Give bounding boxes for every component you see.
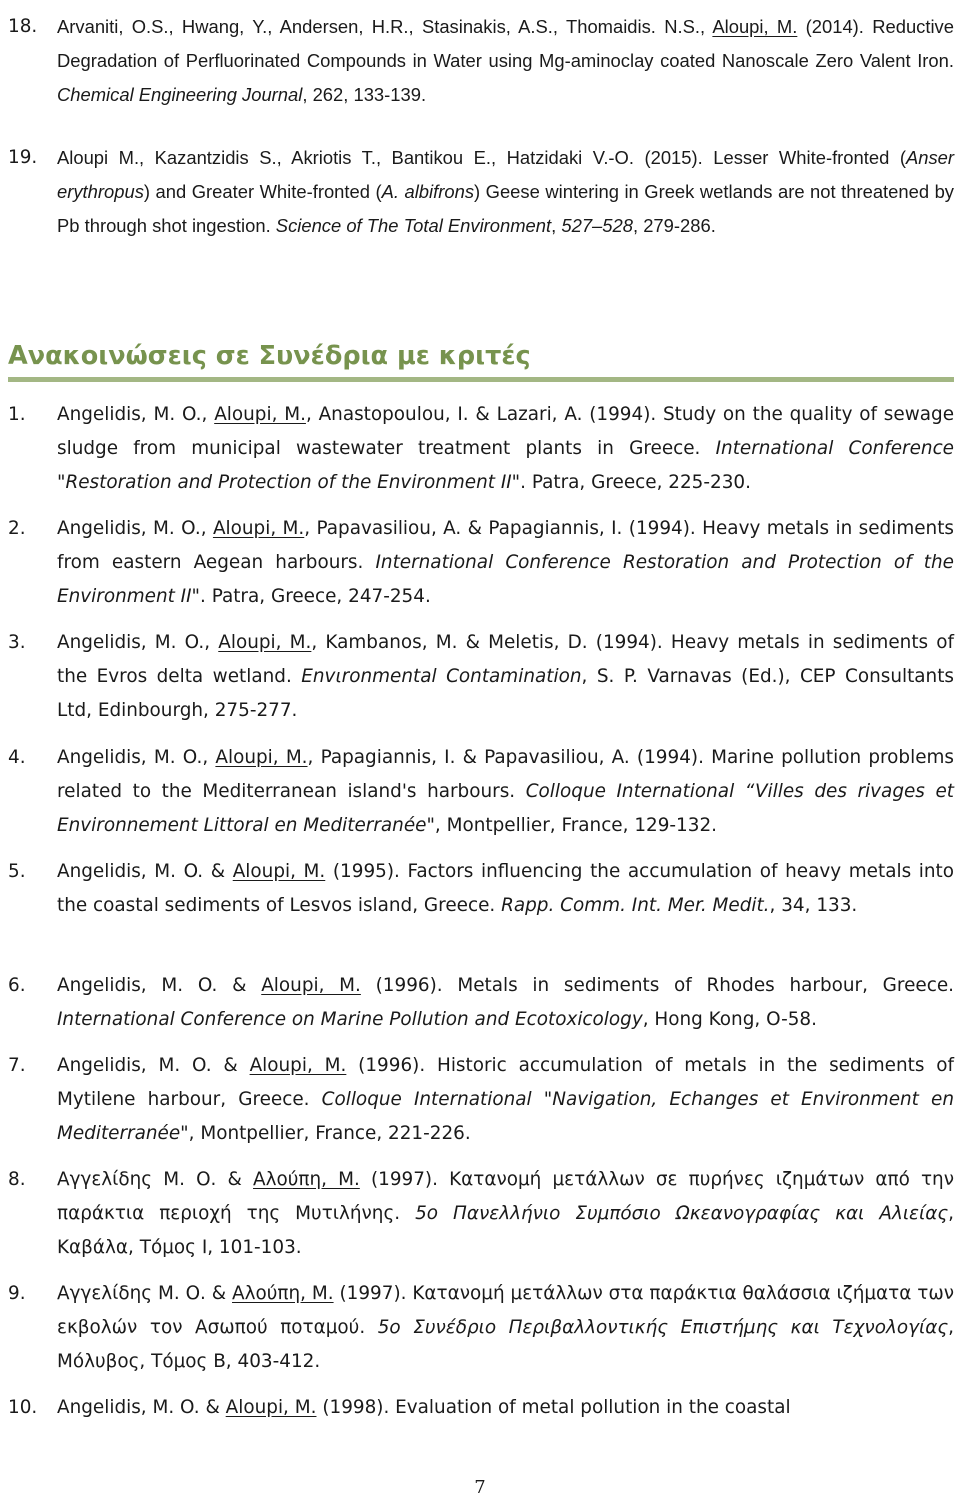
reference-text (57, 969, 954, 1037)
reference-number: 3. (8, 632, 26, 653)
reference-text-segment: Αγγελίδης Μ. Ο. & (57, 1169, 254, 1190)
reference-text-segment: , Papavasiliou, A. & Papagiannis, I. (1994). Heavy metals in sediments from eastern Aegean harbours. (57, 518, 955, 574)
reference-number: 4. (8, 747, 26, 768)
reference-text-segment: ", Montpellier, France, 221-226. (180, 1123, 471, 1145)
reference-entry-7 (0, 1049, 954, 1152)
reference-text-segment: Angelidis, M. O., (57, 404, 215, 425)
publication-title: Chemical Engineering Journal (57, 84, 303, 106)
reference-text-segment: Αγγελίδης Μ. Ο. & (57, 1283, 233, 1304)
section-heading: Ανακοινώσεις σε Συνέδρια με κριτές (8, 341, 531, 371)
publication-title: 5o Πανελλήνιο Συμπόσιο Ωκεανογραφίας και Αλιείας (415, 1203, 949, 1225)
reference-number: 18. (8, 16, 38, 37)
reference-text-segment: , 279-286. (632, 215, 716, 237)
publication-title: Colloque International "Navigation, Echanges et Environment en Mediterranée (57, 1089, 954, 1145)
reference-text (57, 1049, 954, 1152)
reference-entry-9 (0, 1277, 954, 1380)
reference-text (57, 626, 954, 729)
publication-title: Science of The Total Environment (275, 215, 552, 237)
reference-text-segment: , Kambanos, M. & Meletis, D. (1994). Heavy metals in sediments of the Evros delta wetland. (57, 632, 954, 688)
reference-number: 5. (8, 861, 26, 882)
reference-entry-10 (0, 1391, 954, 1425)
highlighted-author: Αλούπη, Μ. (232, 1283, 334, 1304)
highlighted-author: Aloupi, M. (249, 1055, 347, 1076)
reference-entry-4 (0, 741, 954, 844)
reference-number: 19. (8, 147, 38, 168)
reference-number: 6. (8, 975, 26, 996)
reference-number: 2. (8, 518, 26, 539)
reference-text-segment: , 34, 133. (769, 895, 858, 917)
reference-text-segment: , 262, 133-139. (302, 84, 427, 106)
reference-text (57, 10, 954, 113)
reference-text-segment: ", Montpellier, France, 129-132. (426, 815, 718, 837)
reference-text-segment: , Papagiannis, I. & Papavasiliou, A. (1994). Marine pollution problems related to the Mediterranean island's harbours. (57, 747, 955, 803)
reference-entry-8 (0, 1163, 954, 1266)
reference-text-segment: . Patra, Greece, 247-254. (200, 586, 431, 608)
publication-title: 527–528 (561, 215, 633, 237)
reference-text-segment: ) Geese wintering in Greek wetlands are not threatened by Pb through shot ingestion. (57, 181, 955, 237)
reference-text (57, 398, 954, 501)
highlighted-author: Aloupi, M. (218, 632, 312, 653)
reference-entry-18 (0, 10, 954, 113)
reference-text-segment: Angelidis, M. O., (57, 518, 213, 539)
reference-text-segment: (1998). Evaluation of metal pollution in the coastal (316, 1397, 791, 1418)
reference-text (57, 1391, 954, 1425)
publication-title: Anser erythropus (57, 147, 954, 203)
highlighted-author: Αλούπη, Μ. (253, 1169, 360, 1190)
reference-text-segment: (1997). Κατανομή μετάλλων σε πυρήνες ιζημάτων από την παράκτια περιοχή της Μυτιλήνης. (57, 1169, 954, 1225)
reference-text-segment: , Μόλυβος, Τόμος Β, 403-412. (57, 1317, 954, 1373)
publication-title: International Conference on Marine Pollution and Ecotoxicology (57, 1009, 643, 1031)
reference-text-segment: Angelidis, M. O., (57, 632, 219, 653)
publication-title: Envιronmental Contamination (301, 666, 582, 688)
reference-entry-6 (0, 969, 954, 1037)
page-number: 7 (474, 1477, 486, 1498)
highlighted-author: Aloupi, M. (225, 1397, 317, 1418)
reference-text-segment: , Anastopoulou, I. & Lazari, A. (1994). Study on the quality of sewage sludge from municipal wastewater treatment plants in Greece. (57, 404, 955, 460)
reference-text (57, 1277, 954, 1380)
publication-title: A. albifrons (381, 181, 475, 203)
reference-text-segment: Angelidis, M. O. & (57, 1055, 250, 1076)
reference-text (57, 855, 954, 923)
reference-entry-19 (0, 141, 954, 244)
reference-text-segment: (1996). Historic accumulation of metals in the sediments of Mytilene harbour, Greece. (57, 1055, 954, 1111)
reference-number: 1. (8, 404, 26, 425)
reference-text-segment: Angelidis, M. O., (57, 747, 216, 768)
reference-entry-5 (0, 855, 954, 923)
reference-entry-2 (0, 512, 954, 615)
reference-text-segment: (2014). Reductive Degradation of Perfluorinated Compounds in Water using Mg-aminoclay coated Nanoscale Zero Valent Iron. (57, 16, 954, 72)
reference-text-segment: Angelidis, M. O. & (57, 975, 262, 996)
highlighted-author: Aloupi, M. (212, 518, 305, 539)
reference-text-segment: (1996). Metals in sediments of Rhodes harbour, Greece. (360, 975, 954, 996)
section-heading-rule (8, 377, 954, 382)
reference-text (57, 741, 954, 844)
reference-text-segment: ) and Greater White-fronted ( (143, 181, 382, 203)
reference-text-segment: , S. P. Varnavas (Ed.), CEP Consultants Ltd, Edinbourgh, 275-277. (57, 666, 955, 722)
highlighted-author: Aloupi, M. (261, 975, 361, 996)
highlighted-author: Aloupi, M. (214, 404, 306, 425)
reference-text-segment: Angelidis, M. O. & (57, 861, 233, 882)
highlighted-author: Aloupi, M. (712, 16, 798, 37)
reference-number: 9. (8, 1283, 26, 1304)
publication-title: Rapp. Comm. Int. Mer. Medit. (501, 895, 770, 917)
reference-entry-3 (0, 626, 954, 729)
reference-text-segment: (1995). Factors influencing the accumulation of heavy metals into the coastal sediments of Lesvos island, Greece. (57, 861, 954, 917)
reference-text-segment: , (551, 215, 562, 237)
reference-number: 8. (8, 1169, 26, 1190)
reference-text-segment: , Καβάλα, Τόμος Ι, 101-103. (57, 1203, 954, 1259)
reference-text-segment: . Patra, Greece, 225-230. (520, 472, 751, 494)
reference-entry-1 (0, 398, 954, 501)
reference-text-segment: Arvaniti, O.S., Hwang, Y., Andersen, H.R., Stasinakis, A.S., Thomaidis. N.S., (57, 16, 713, 37)
reference-text (57, 1163, 954, 1266)
publication-title: International Conference Restoration and Protection of the Environment II" (57, 552, 954, 608)
reference-text-segment: , Hong Kong, O-58. (642, 1009, 817, 1031)
publication-title: International Conference "Restoration and Protection of the Environment II" (57, 438, 954, 494)
reference-text-segment: (1997). Κατανομή μετάλλων στα παράκτια θαλάσσια ιζήματα των εκβολών τον Ασωπού ποταμού. (57, 1283, 954, 1339)
reference-number: 7. (8, 1055, 26, 1076)
reference-number: 10. (8, 1397, 38, 1418)
highlighted-author: Aloupi, M. (232, 861, 326, 882)
reference-text (57, 512, 954, 615)
reference-text (57, 141, 954, 244)
reference-text-segment: Aloupi M., Kazantzidis S., Akriotis T., Bantikou E., Hatzidaki V.-O. (2015). Lesser White-fronted ( (57, 147, 906, 168)
publication-title: 5ο Συνέδριο Περιβαλλοντικής Επιστήμης και Τεχνολογίας (377, 1317, 949, 1339)
highlighted-author: Aloupi, M. (215, 747, 308, 768)
publication-title: Colloque International “Villes des rivages et Environnement Littoral en Mediterranée (57, 781, 954, 837)
reference-text-segment: Angelidis, M. O. & (57, 1397, 226, 1418)
